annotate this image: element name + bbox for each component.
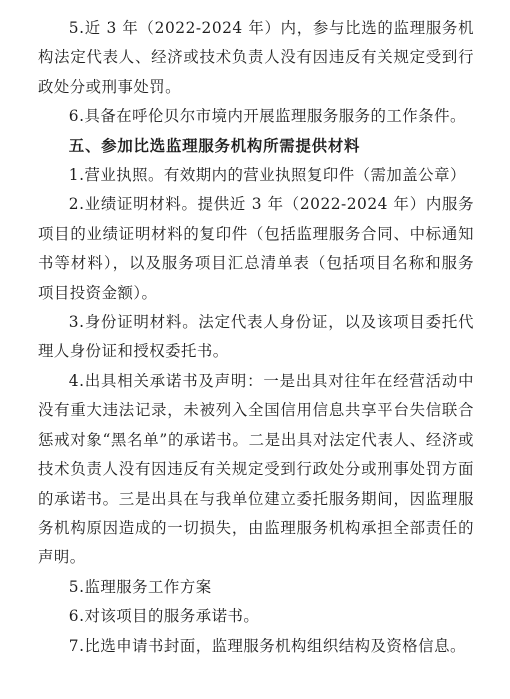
material-item-6: 6.对该项目的服务承诺书。 (68, 607, 260, 626)
paragraph-item-5: 5.近 3 年（2022-2024 年）内，参与比选的监理服务机构法定代表人、经济或技术负责人没有因违反有关规定受到行政处分或刑事处罚。 (38, 19, 474, 96)
material-item-5: 5.监理服务工作方案 (68, 577, 212, 596)
document-page (38, 14, 474, 661)
material-item-4: 4.出具相关承诺书及声明：一是出具对往年在经营活动中没有重大违法记录，未被列入全国信用信息共享平台失信联合惩戒对象“黑名单”的承诺书。二是出具对法定代表人、经济或技术负责人没有因违反有关规定受到行政处分或刑事处罚方面的承诺书。三是出具在与我单位建立委托服务期间，因监理服务机构原因造成的一切损失，由监理服务机构承担全部责任的声明。 (38, 371, 474, 567)
material-item-3: 3.身份证明材料。法定代表人身份证，以及该项目委托代理人身份证和授权委托书。 (38, 313, 474, 361)
paragraph-item-6: 6.具备在呼伦贝尔市境内开展监理服务服务的工作条件。 (68, 107, 466, 126)
material-item-1: 1.营业执照。有效期内的营业执照复印件（需加盖公章） (68, 166, 466, 185)
material-item-2: 2.业绩证明材料。提供近 3 年（2022-2024 年）内服务项目的业绩证明材料的复印件（包括监理服务合同、中标通知书等材料），以及服务项目汇总清单表（包括项目名称和服务项目投资金额）。 (38, 195, 474, 302)
section-heading: 五、参加比选监理服务机构所需提供材料 (68, 136, 361, 155)
material-item-7: 7.比选申请书封面，监理服务机构组织结构及资格信息。 (68, 636, 466, 655)
